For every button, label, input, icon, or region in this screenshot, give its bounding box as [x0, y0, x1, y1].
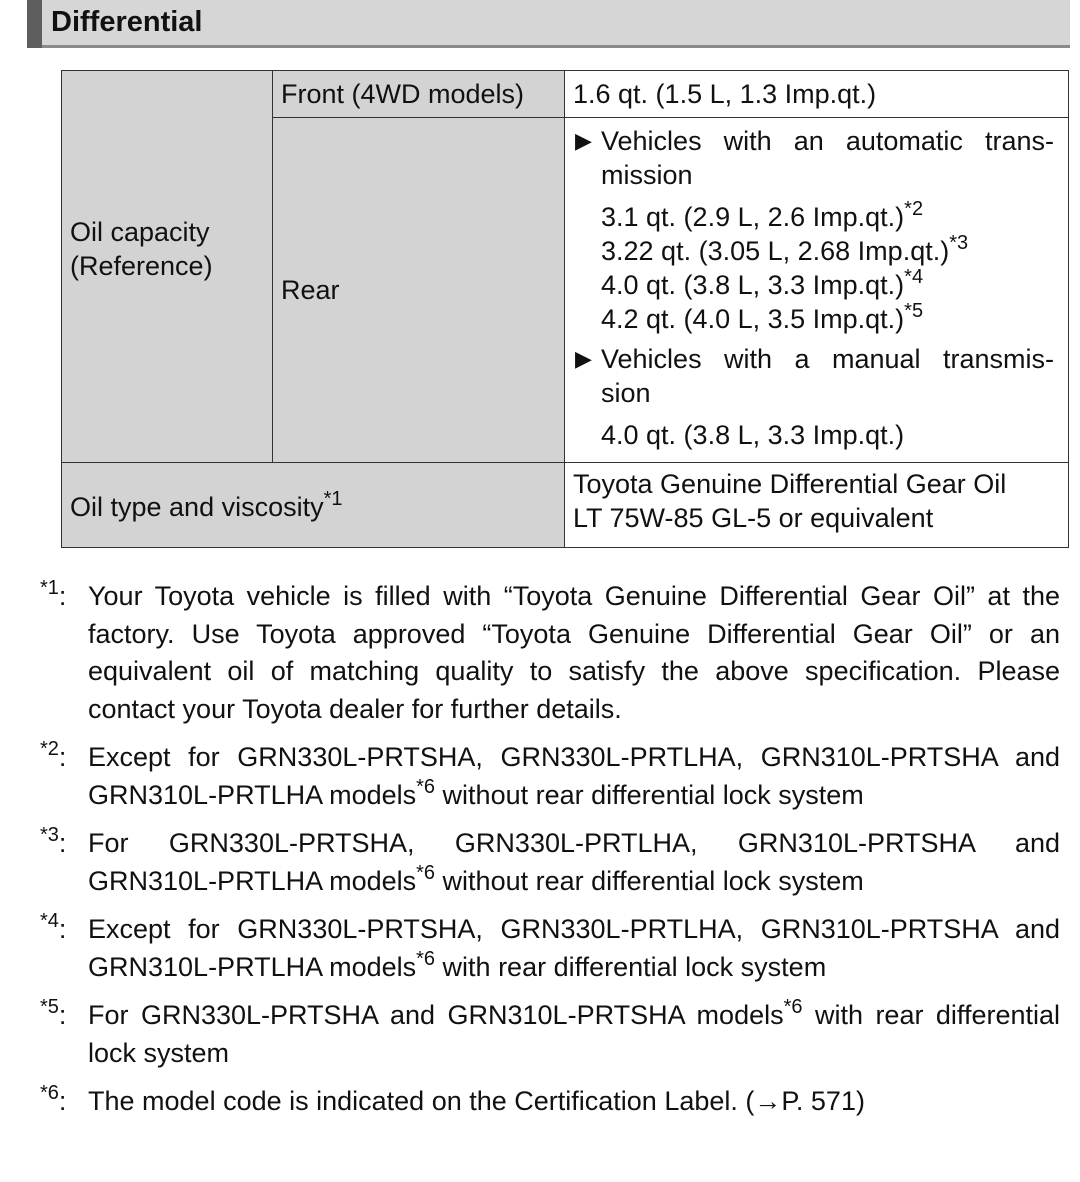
footnote: $^{*1}$: Your Toyota vehicle is filled with “Toyota Genuine Differential Gear Oil” at the factory. Use Toyota approved “Toyota Genuine Differential Gear Oil” or an equivalent oil of matching quality to satisfy the above specification. Please contact your Toyota dealer for further details. — [40, 577, 1060, 724]
front-label-cell — [273, 71, 565, 118]
oil-type-label: Oil type and viscosity — [70, 492, 324, 522]
oil-type-value: Toyota Genuine Differential Gear Oil — [573, 469, 1007, 499]
footnote-ref: *1 — [323, 488, 343, 510]
capacity-value: 3.22 qt. (3.05 L, 2.68 Imp.qt.)$^{*3}$ — [601, 232, 969, 266]
manual-heading-cont: sion — [601, 378, 651, 408]
capacity-value: 4.2 qt. (4.0 L, 3.5 Imp.qt.)$^{*5}$ — [601, 300, 924, 334]
triangle-bullet-icon: ▶ — [575, 128, 592, 153]
footnote: $^{*6}$: The model code is indicated on the Certification Label. (→P. 571) — [40, 1082, 865, 1116]
oil-type-value-cell — [565, 463, 1069, 548]
front-value: 1.6 qt. (1.5 L, 1.3 Imp.qt.) — [573, 79, 877, 109]
footnote-mark: *5 — [40, 996, 59, 1018]
footnote-mark: *2 — [40, 738, 59, 760]
footnote: $^{*3}$: For GRN330L-PRTSHA, GRN330L-PRTLHA, GRN310L-PRTSHA and GRN310L-PRTLHA models$^{*6}$ without rear differential lock system — [40, 824, 1060, 896]
footnote-ref: *6 — [783, 996, 803, 1018]
automatic-values — [575, 200, 1054, 336]
oil-capacity-label-cell — [62, 71, 273, 463]
footnote-ref: *3 — [949, 232, 969, 254]
footnote: $^{*4}$: Except for GRN330L-PRTSHA, GRN330L-PRTLHA, GRN310L-PRTSHA and GRN310L-PRTLHA models$^{*6}$ with rear differential lock system — [40, 910, 1060, 982]
automatic-heading: ▶ Vehicles with an automatic trans- — [575, 126, 1054, 156]
rear-value-cell — [565, 118, 1069, 463]
footnote-ref: *4 — [904, 266, 924, 288]
rear-label-cell — [273, 118, 565, 463]
footnote-mark: *6 — [40, 1082, 59, 1104]
header-accent-bar — [27, 0, 42, 48]
manual-heading: ▶ Vehicles with a manual transmis- — [575, 344, 1054, 374]
rear-label: Rear — [281, 275, 340, 305]
differential-spec-table — [61, 70, 1069, 548]
section-header — [27, 0, 1070, 48]
footnote: $^{*5}$: For GRN330L-PRTSHA and GRN310L-PRTSHA models$^{*6}$ with rear differential lock system — [40, 996, 1060, 1068]
automatic-heading-cont: mission — [601, 160, 693, 190]
oil-type-value-cont: LT 75W-85 GL-5 or equivalent — [573, 503, 934, 533]
footnote-ref: *6 — [416, 775, 436, 798]
oil-capacity-label: Oil capacity — [70, 216, 210, 247]
triangle-bullet-icon: ▶ — [575, 346, 592, 371]
oil-capacity-sublabel: (Reference) — [70, 250, 213, 281]
capacity-value: 3.1 qt. (2.9 L, 2.6 Imp.qt.)$^{*2}$ — [601, 198, 924, 232]
footnote-ref: *2 — [904, 198, 924, 220]
section-title: Differential — [51, 6, 203, 38]
front-label: Front (4WD models) — [281, 79, 525, 109]
footnote-ref: *6 — [416, 947, 436, 970]
capacity-value: 4.0 qt. (3.8 L, 3.3 Imp.qt.)$^{*4}$ — [601, 266, 924, 300]
footnote-mark: *1 — [40, 577, 59, 599]
manual-capacity-value: 4.0 qt. (3.8 L, 3.3 Imp.qt.) — [601, 420, 905, 450]
oil-type-label-cell — [62, 463, 565, 548]
footnotes — [40, 578, 1060, 1132]
footnote: $^{*2}$: Except for GRN330L-PRTSHA, GRN330L-PRTLHA, GRN310L-PRTSHA and GRN310L-PRTLHA models$^{*6}$ without rear differential lock system — [40, 738, 1060, 810]
footnote-mark: *4 — [40, 910, 59, 932]
front-value-cell — [565, 71, 1069, 118]
footnote-mark: *3 — [40, 824, 59, 846]
footnote-ref: *5 — [904, 300, 924, 322]
footnote-ref: *6 — [416, 861, 436, 884]
